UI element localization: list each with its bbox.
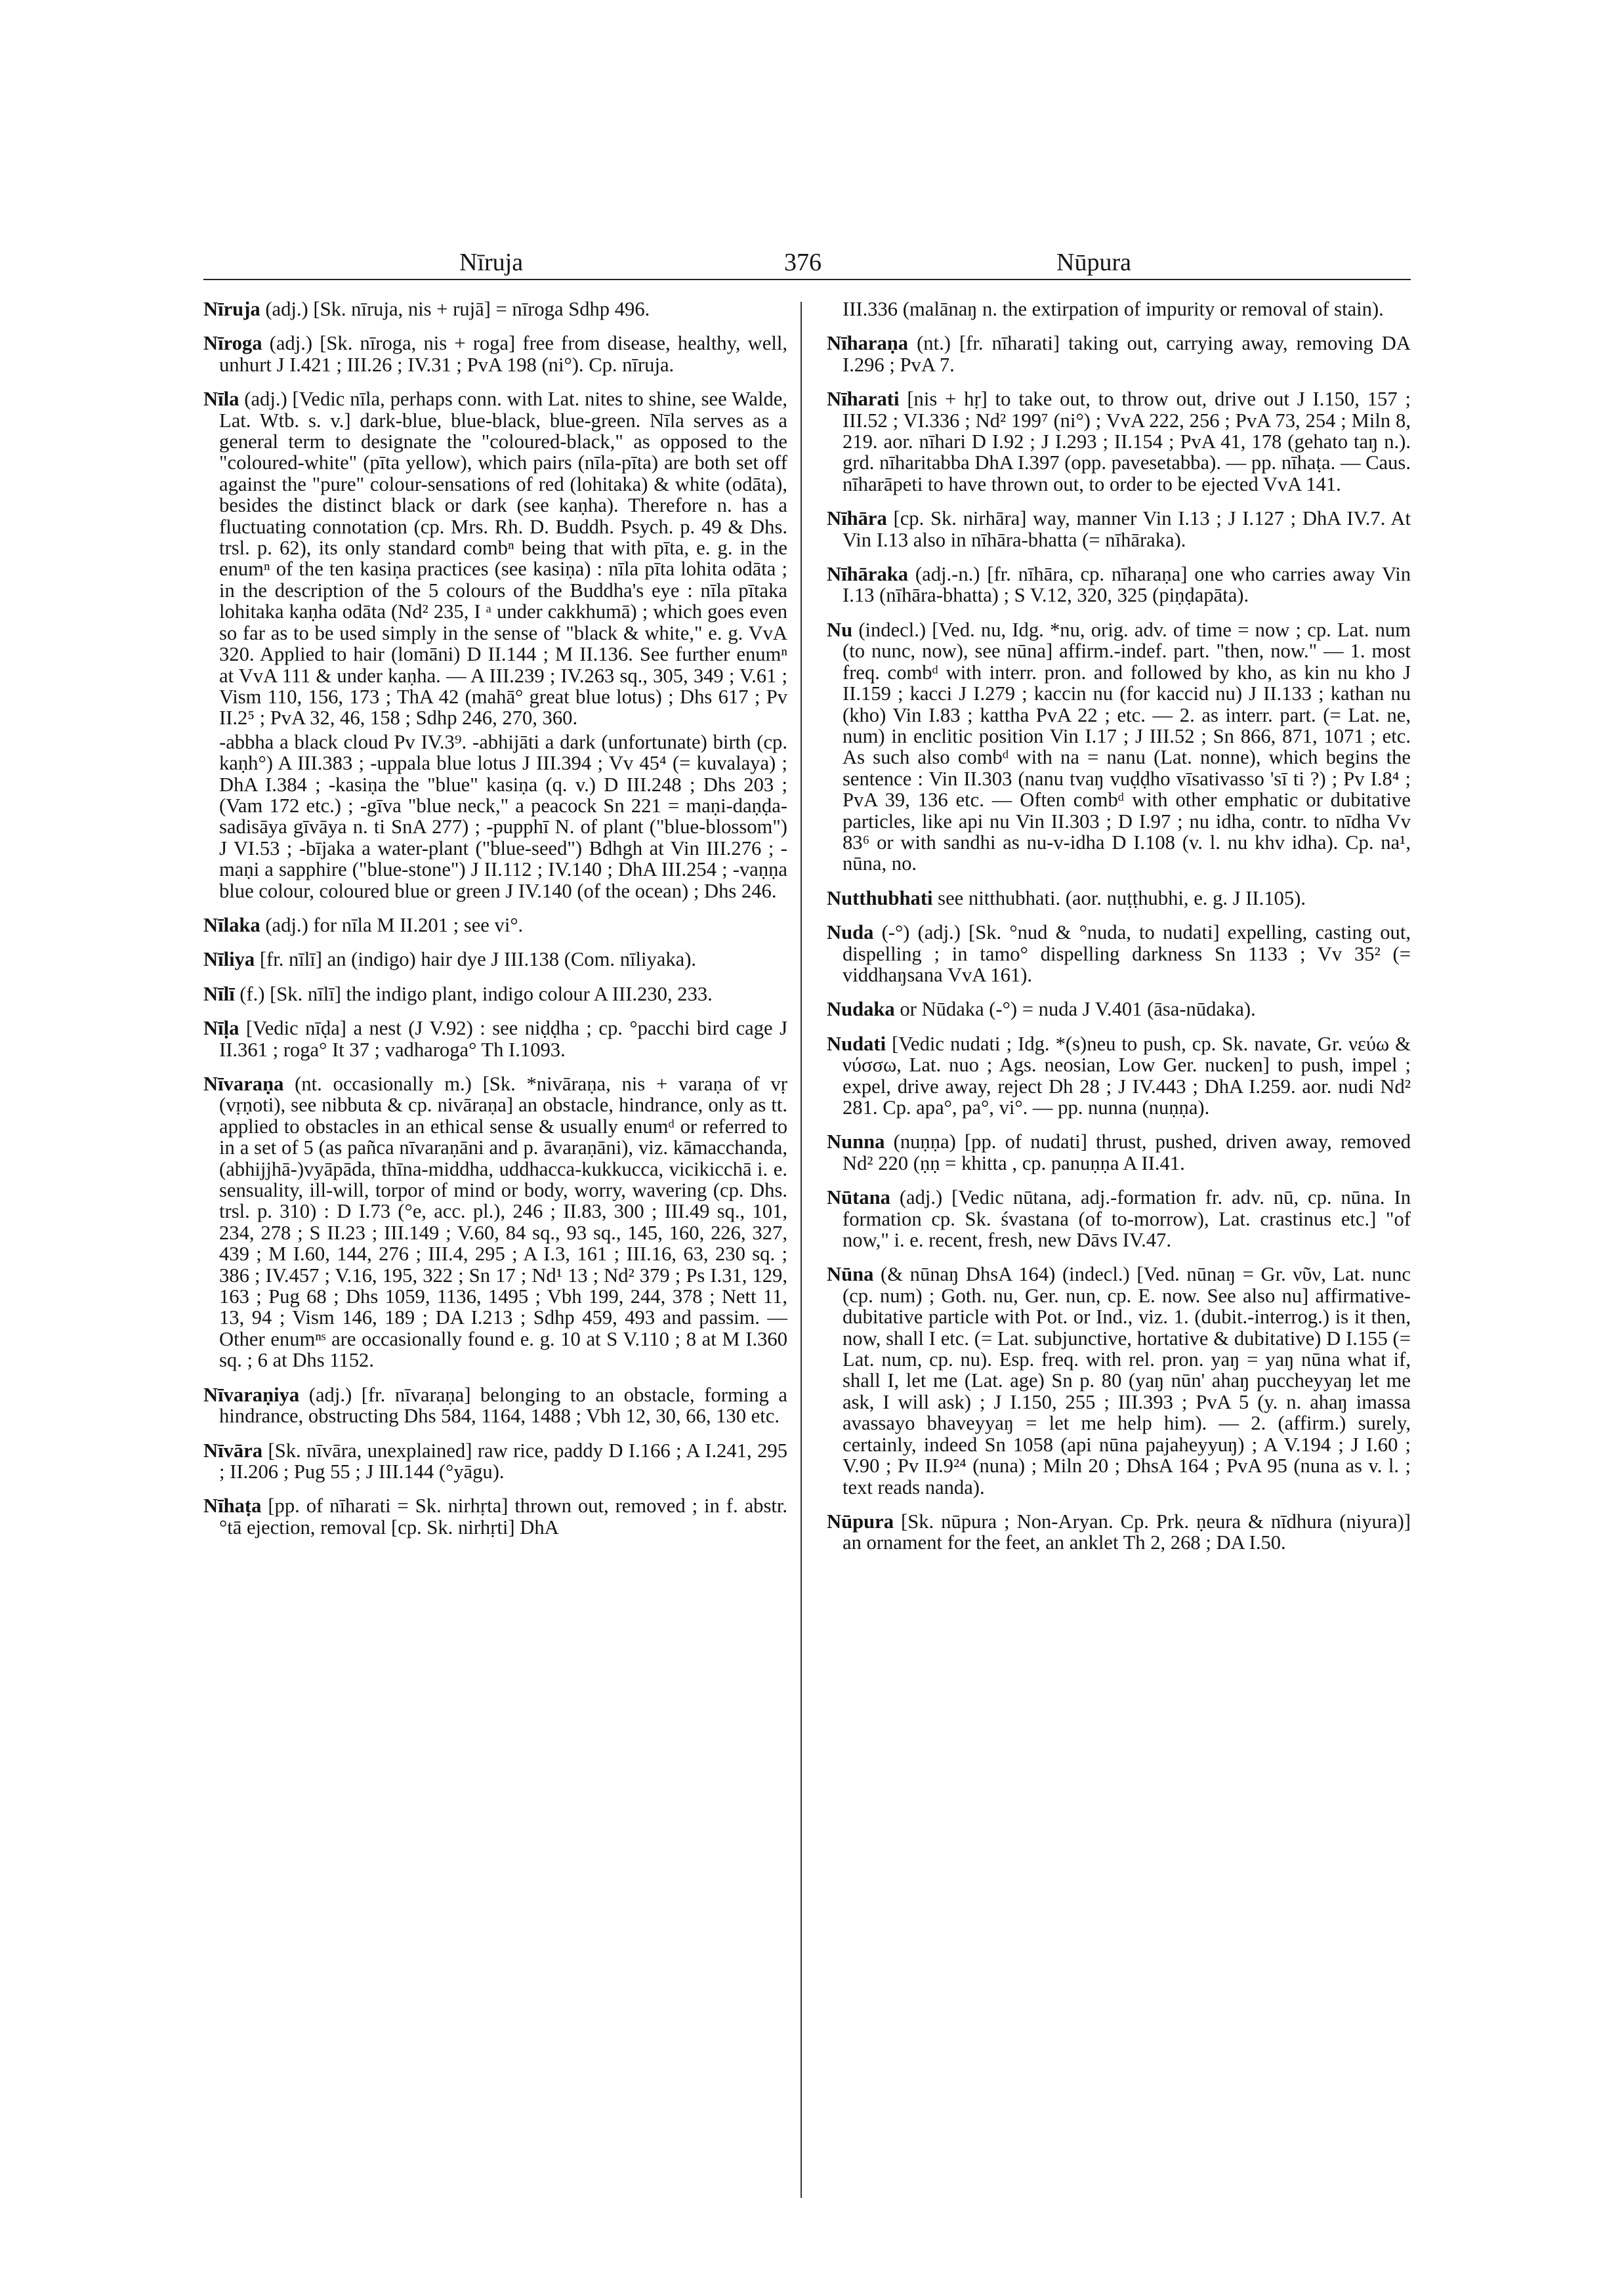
left-column [203, 299, 787, 1551]
entry-nivaraniya [203, 1384, 787, 1427]
headword: Nīvaraṇiya [203, 1383, 300, 1406]
entry-nihata [203, 1495, 787, 1538]
entry-nila-compounds [203, 732, 787, 901]
headword: Nīhāra [827, 507, 887, 530]
headword: Nīḷa [203, 1017, 239, 1040]
headword: Nīharati [827, 388, 900, 411]
entry-text: (-°) (adj.) [Sk. °nud & °nuda, to nudati] expelling, casting out, dispelling ; in tamo° dispelling darkness Sn 1133 ; Vv 35² (= viddhaŋsana VvA 161). [843, 921, 1411, 986]
entry-text: (adj.) for nīla M II.201 ; see vi°. [260, 913, 524, 936]
header-rule [203, 279, 1411, 280]
entry-nivara [203, 1440, 787, 1483]
entry-text: (adj.) [Sk. nīruja, nis + rujā] = nīroga Sdhp 496. [260, 298, 650, 320]
entry-nilaka [203, 915, 787, 936]
headword: Nīruja [203, 298, 260, 320]
column-divider [801, 302, 802, 2198]
entry-text: -abbha a black cloud Pv IV.3⁹. -abhijāti a dark (unfortunate) birth (cp. kaṇh°) A III.383 ; -uppala blue lotus J III.394 ; Vv 45⁴ (= kuvalaya) ; DhA I.384 ; -kasiṇa the "blue" kasiṇa (q. v.) D III.248 ; Dhs 203 ; (Vam 172 etc.) ; -gīva "blue neck," a peacock Sn 221 = maṇi-daṇḍa-sadisāya gīvāya n. ti SnA 277) ; -pupphī N. of plant ("blue-blossom") J VI.53 ; -bījaka a water-plant ("blue-seed") Bdhgh at Vin III.276 ; -maṇi a sapphire ("blue-stone") J II.112 ; IV.140 ; DhA III.254 ; -vaṇṇa blue colour, coloured blue or green J IV.140 (of the ocean) ; Dhs 246. [219, 730, 787, 902]
page-number: 376 [784, 249, 822, 276]
entry-nutana [827, 1187, 1411, 1251]
entry-nivarana [203, 1073, 787, 1371]
entry-nihara [827, 508, 1411, 550]
entry-nudaka [827, 999, 1411, 1020]
entry-nutthubhati [827, 888, 1411, 909]
headword: Nūpura [827, 1510, 894, 1533]
entry-text: [cp. Sk. nirhāra] way, manner Vin I.13 ; J I.127 ; DhA IV.7. At Vin I.13 also in nīhāra-bhatta (= nīhāraka). [843, 507, 1411, 551]
entry-text: [Sk. nīvāra, unexplained] raw rice, paddy D I.166 ; A I.241, 295 ; II.206 ; Pug 55 ; J III.144 (°yāgu). [219, 1439, 787, 1483]
entry-nihata-continued [827, 299, 1411, 320]
entry-niharana [827, 333, 1411, 375]
entry-text: [pp. of nīharati = Sk. nirhṛta] thrown out, removed ; in f. abstr. °tā ejection, removal [cp. Sk. nirhṛti] DhA [219, 1495, 787, 1539]
entry-nunna [827, 1131, 1411, 1174]
entry-nili [203, 983, 787, 1004]
entry-text: [Vedic nudati ; Idg. *(s)neu to push, cp. Sk. navate, Gr. νεύω & νύσσω, Lat. nuo ; Ags. neosian, Low Ger. nucken] to push, impel ; expel, drive away, reject Dh 28 ; J IV.443 ; DhA I.259. aor. nudi Nd² 281. Cp. apa°, pa°, vi°. — pp. nunna (nuṇṇa). [843, 1032, 1411, 1119]
headword: Nunna [827, 1130, 885, 1153]
headword: Nūtana [827, 1186, 890, 1209]
entry-niharati [827, 388, 1411, 495]
entry-niroga [203, 333, 787, 375]
entry-text: (& nūnaŋ DhsA 164) (indecl.) [Ved. nūnaŋ = Gr. νῦν, Lat. nunc (cp. num) ; Goth. nu, Ger. nun, cp. E. now. See also nu] affirmative-dubitative particle with Pot. or Ind., viz. 1. (dubit.-interrog.) is it then, now, shall I etc. (= Lat. subjunctive, hortative & dubitative) D I.155 (= Lat. num, cp. nu). Esp. freq. with rel. pron. yaŋ = yaŋ nūna what if, shall I, let me (Lat. age) Sn p. 80 (yaŋ nūn' ahaŋ puccheyyaŋ let me ask, I will ask) ; J I.150, 255 ; III.393 ; PvA 5 (y. n. ahaŋ imassa avassayo bhaveyyaŋ = let me help him). — 2. (affirm.) surely, certainly, indeed Sn 1058 (api nūna pajaheyyuŋ) ; A V.194 ; J I.60 ; V.90 ; Pv II.9²⁴ (nuna) ; Miln 20 ; DhsA 164 ; PvA 95 (nuna as v. l. ; text reads nanda). [843, 1263, 1411, 1499]
right-column [827, 299, 1411, 1567]
header-right-word: Nūpura [1056, 249, 1131, 276]
headword: Nīliya [203, 948, 255, 971]
entry-text: (nuṇṇa) [pp. of nudati] thrust, pushed, driven away, removed Nd² 220 (ṇṇ = khitta , cp. panuṇṇa A II.41. [843, 1130, 1411, 1174]
entry-text: [nis + hṛ] to take out, to throw out, drive out J I.150, 157 ; III.52 ; VI.336 ; Nd² 199⁷ (ni°) ; VvA 222, 256 ; PvA 73, 254 ; Miln 8, 219. aor. nīhari D I.92 ; J I.293 ; II.154 ; PvA 41, 178 (gehato taŋ n.). grd. nīharitabba DhA I.397 (opp. pavesetabba). — pp. nīhaṭa. — Caus. nīharāpeti to have thrown out, to order to be ejected VvA 141. [843, 388, 1411, 495]
headword: Nīhaṭa [203, 1495, 262, 1518]
headword: Nīroga [203, 332, 262, 355]
entry-niliya [203, 949, 787, 970]
headword: Nīlaka [203, 913, 260, 936]
entry-nu [827, 619, 1411, 875]
entry-nuda [827, 922, 1411, 985]
entry-text: (adj.) [Sk. nīroga, nis + roga] free from disease, healthy, well, unhurt J I.421 ; III.26 ; IV.31 ; PvA 198 (ni°). Cp. nīruja. [219, 332, 787, 376]
entry-niharaka [827, 564, 1411, 606]
headword: Nudati [827, 1032, 886, 1055]
entry-nudati [827, 1033, 1411, 1119]
entry-text: (adj.) [fr. nīvaraṇa] belonging to an obstacle, forming a hindrance, obstructing Dhs 584, 1164, 1488 ; Vbh 12, 30, 66, 130 etc. [219, 1383, 787, 1428]
entry-text: (adj.) [Vedic nīla, perhaps conn. with Lat. nites to shine, see Walde, Lat. Wtb. s. v.] dark-blue, blue-black, blue-green. Nīla serves as a general term to designate the "coloured-black," as opposed to the "coloured-white" (pīta yellow), which pairs (nīla-pīta) are both set off against the "pure" colour-sensations of red (lohitaka) & white (odāta), besides the distinct black or dark (see kaṇha). Therefore n. has a fluctuating connotation (cp. Mrs. Rh. D. Buddh. Psych. p. 49 & Dhs. trsl. p. 62), its only standard combⁿ being that with pīta, e. g. in the enumⁿ of the ten kasiṇa practices (see kasiṇa) : nīla pīta lohita odāta ; in the description of the 5 colours of the Buddha's eye : nīla pītaka lohitaka kaṇha odāta (Nd² 235, I ᵃ under cakkhumā) ; which goes even so far as to be used simply in the sense of "black & white," e. g. VvA 320. Applied to hair (lomāni) D II.144 ; M II.136. See further enumⁿ at VvA 111 & under kaṇha. — A III.239 ; IV.263 sq., 305, 349 ; V.61 ; Vism 110, 156, 173 ; ThA 42 (mahā° great blue lotus) ; Dhs 617 ; Pv II.2⁵ ; PvA 32, 46, 158 ; Sdhp 246, 270, 360. [219, 388, 787, 730]
headword: Nīlī [203, 982, 235, 1005]
entry-text: see nitthubhati. (aor. nuṭṭhubhi, e. g. J II.105). [932, 886, 1306, 909]
entry-nila [203, 388, 787, 729]
headword: Nutthubhati [827, 886, 933, 909]
headword: Nūna [827, 1263, 874, 1286]
entry-text: (nt.) [fr. nīharati] taking out, carrying away, removing DA I.296 ; PvA 7. [843, 332, 1411, 376]
entry-text: or Nūdaka (-°) = nuda J V.401 (āsa-nūdaka). [894, 998, 1256, 1021]
headword: Nīharaṇa [827, 332, 909, 355]
header-left-word: Nīruja [459, 249, 524, 276]
entry-niruja [203, 299, 787, 320]
entry-text: [fr. nīlī] an (indigo) hair dye J III.138 (Com. nīliyaka). [255, 948, 697, 971]
page-header [203, 236, 1411, 289]
entry-text: (indecl.) [Ved. nu, Idg. *nu, orig. adv. of time = now ; cp. Lat. num (to nunc, now), see nūna] affirm.-indef. part. "then, now." — 1. most freq. combᵈ with interr. pron. and followed by kho, as kin nu kho J II.159 ; kacci J I.279 ; kaccin nu (for kaccid nu) J II.133 ; kathan nu (kho) Vin I.83 ; kattha PvA 22 ; etc. — 2. as interr. part. (= Lat. ne, num) in enclitic position Vin I.17 ; J III.52 ; Sn 866, 871, 1071 ; etc. As such also combᵈ with na = nanu (Lat. nonne), which begins the sentence : Vin II.303 (nanu tvaŋ vuḍḍho vīsativasso 'sī ti ?) ; Pv I.8⁴ ; PvA 39, 136 etc. — Often combᵈ with other emphatic or dubitative particles, like api nu Vin II.303 ; D I.97 ; nu idha, contr. to nīdha Vv 83⁶ or with sandhi as nu-v-idha D I.108 (v. l. nu khv idha). Cp. na¹, nūna, no. [843, 618, 1411, 875]
headword: Nīvāra [203, 1439, 263, 1462]
headword: Nīvaraṇa [203, 1073, 284, 1095]
entry-text: III.336 (malānaŋ n. the extirpation of impurity or removal of stain). [843, 298, 1384, 320]
entry-text: (nt. occasionally m.) [Sk. *nivāraṇa, nis + varaṇa of vṛ (vṛṇoti), see nibbuta & cp. nivāraṇa] an obstacle, hindrance, only as tt. applied to obstacles in an ethical sense & usually enumᵈ or referred to in a set of 5 (as pañca nīvaraṇāni and p. āvaraṇāni), viz. kāmacchanda, (abhijjhā-)vyāpāda, thīna-middha, uddhacca-kukkucca, vicikicchā i. e. sensuality, ill-will, torpor of mind or body, worry, wavering (cp. Dhs. trsl. p. 310) : D I.73 (°e, acc. pl.), 246 ; II.83, 300 ; III.49 sq., 101, 234, 278 ; S II.23 ; III.149 ; V.60, 84 sq., 93 sq., 145, 160, 226, 327, 439 ; M I.60, 144, 276 ; III.4, 295 ; A I.3, 161 ; III.16, 63, 230 sq. ; 386 ; IV.457 ; V.16, 195, 322 ; Sn 17 ; Nd¹ 13 ; Nd² 379 ; Ps I.31, 129, 163 ; Pug 68 ; Dhs 1059, 1136, 1495 ; Vbh 199, 244, 378 ; Nett 11, 13, 94 ; Vism 146, 189 ; DA I.213 ; Sdhp 459, 493 and passim. — Other enumⁿˢ are occasionally found e. g. 10 at S V.110 ; 8 at M I.360 sq. ; 6 at Dhs 1152. [219, 1073, 787, 1372]
entry-nupura [827, 1511, 1411, 1554]
entry-text: (adj.-n.) [fr. nīhāra, cp. nīharaṇa] one who carries away Vin I.13 (nīhāra-bhatta) ; S V.12, 320, 325 (piṇḍapāta). [843, 563, 1411, 607]
headword: Nīla [203, 388, 239, 411]
headword: Nu [827, 618, 853, 641]
entry-text: [Sk. nūpura ; Non-Aryan. Cp. Prk. ṇeura & nīdhura (niyura)] an ornament for the feet, an anklet Th 2, 268 ; DA I.50. [843, 1510, 1411, 1554]
entry-text: (adj.) [Vedic nūtana, adj.-formation fr. adv. nū, cp. nūna. In formation cp. Sk. śvastana (of to-morrow), Lat. crastinus etc.] "of now," i. e. recent, fresh, new Dāvs IV.47. [843, 1186, 1411, 1252]
entry-text: [Vedic nīḍa] a nest (J V.92) : see niḍḍha ; cp. °pacchi bird cage J II.361 ; roga° It 37 ; vadharoga° Th I.1093. [219, 1017, 787, 1061]
entry-nila-nest [203, 1018, 787, 1060]
headword: Nuda [827, 921, 874, 944]
entry-nuna [827, 1264, 1411, 1497]
headword: Nīhāraka [827, 563, 909, 586]
headword: Nudaka [827, 998, 895, 1021]
entry-text: (f.) [Sk. nīlī] the indigo plant, indigo colour A III.230, 233. [234, 982, 713, 1005]
